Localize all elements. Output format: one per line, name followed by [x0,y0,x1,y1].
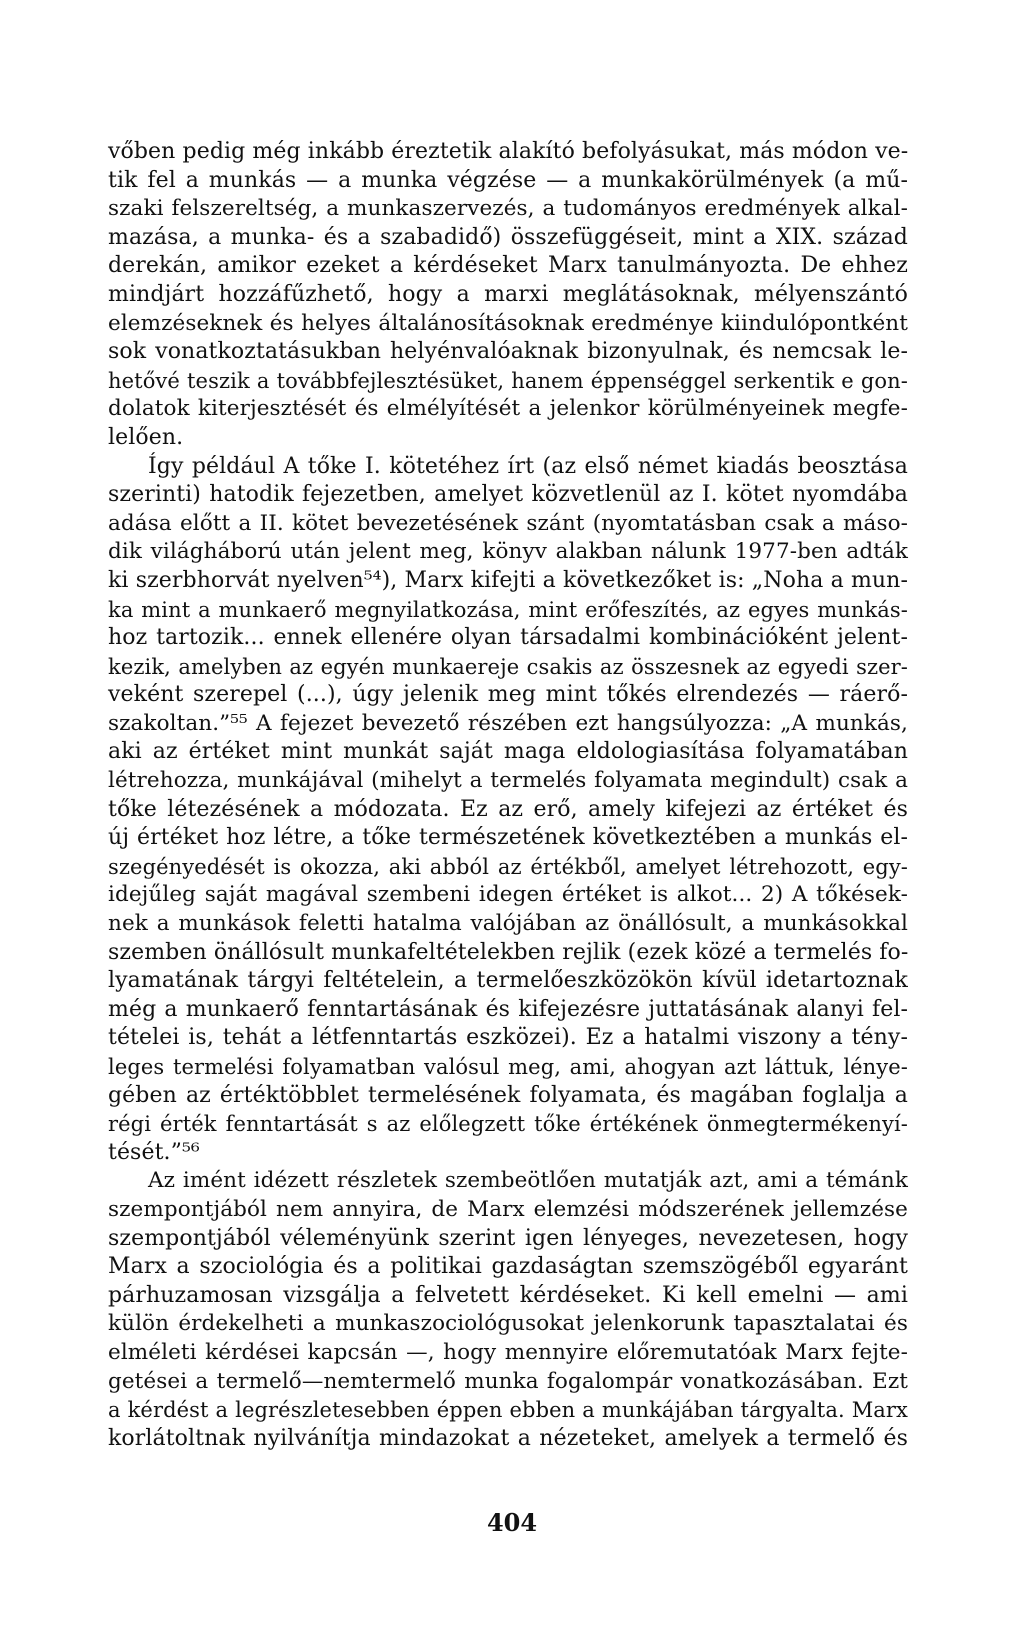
text-line: dolatok kiterjesztését és elmélyítését a jelenkor körülményeinek megfe- [108,396,908,422]
text-line: szerinti) hatodik fejezetben, amelyet közvetlenül az I. kötet nyomdába [108,482,908,508]
text-line: idejűleg saját magával szembeni idegen értéket is alkot... 2) A tőkések- [108,882,908,908]
text-line: korlátoltnak nyilvánítja mindazokat a nézeteket, amelyek a termelő és [108,1425,908,1451]
text-line: lyamatának tárgyi feltételein, a termelőeszközökön kívül idetartoznak [108,968,908,994]
text-line: szempontjából nem annyira, de Marx elemzési módszerének jellemzése [108,1196,908,1222]
text-line: Marx a szociológia és a politikai gazdaságtan szemszögéből egyaránt [108,1254,908,1280]
text-line: ka mint a munkaerő megnyilatkozása, mint erőfeszítés, az egyes munkás- [108,597,908,622]
text-line: tik fel a munkás — a munka végzése — a munkakörülmények (a mű- [108,167,908,193]
text-line: dik világháború után jelent meg, könyv alakban nálunk 1977-ben adták [108,539,908,565]
text-line: tőke létezésének a módozata. Ez az erő, amely kifejezi az értéket és [108,796,908,822]
text-line: adása előtt a II. kötet bevezetésének szánt (nyomtatásban csak a máso- [108,510,908,536]
text-line: tését.”⁵⁶ [108,1139,200,1165]
text-line: a kérdést a legrészletesebben éppen ebben a munkájában tárgyalta. Marx [108,1398,908,1423]
text-line: getései a termelő—nemtermelő munka fogalompár vonatkozásában. Ezt [108,1368,908,1394]
text-line: veként szerepel (...), úgy jelenik meg mint tőkés elrendezés — ráerő- [108,682,908,708]
text-line: hetővé teszik a továbbfejlesztésüket, hanem éppenséggel serkentik e gon- [108,368,908,393]
text-line: tételei is, tehát a létfenntartás eszközei). Ez a hatalmi viszony a tény- [108,1025,908,1051]
text-line: vőben pedig még inkább éreztetik alakító befolyásukat, más módon ve- [108,139,909,164]
text-line: létrehozza, munkájával (mihelyt a termelés folyamata megindult) csak a [108,768,908,794]
body-text [108,138,908,1453]
text-line: mindjárt hozzáfűzhető, hogy a marxi meglátásoknak, mélyenszántó [108,281,908,307]
text-line: ki szerbhorvát nyelven⁵⁴), Marx kifejti a következőket is: „Noha a mun- [108,567,908,593]
page-number: 404 [486,1508,538,1537]
text-line: kezik, amelyben az egyén munkaereje csakis az összesnek az egyedi szer- [108,654,908,679]
text-line: Így például A tőke I. kötetéhez írt (az első német kiadás beosztása [148,453,908,479]
text-line: szakoltan.”⁵⁵ A fejezet bevezető részében ezt hangsúlyozza: „A munkás, [108,710,908,736]
text-line: szempontjából véleményünk szerint igen lényeges, nevezetesen, hogy [108,1225,908,1251]
text-line: sok vonatkoztatásukban helyénvalóaknak bizonyulnak, és nemcsak le- [108,339,908,365]
text-line: elméleti kérdései kapcsán —, hogy mennyire előremutatóak Marx fejte- [108,1339,908,1365]
text-line: Az imént idézett részletek szembeötlően mutatják azt, ami a témánk [148,1168,908,1194]
text-line: külön érdekelheti a munkaszociológusokat jelenkorunk tapasztalatai és [108,1311,908,1337]
text-line: mazása, a munka- és a szabadidő) összefüggéseit, mint a XIX. század [108,224,908,250]
text-line: aki az értéket mint munkát saját maga eldologiasítása folyamatában [108,739,908,765]
text-line: szemben önállósult munkafeltételekben rejlik (ezek közé a termelés fo- [108,939,909,965]
text-line: hoz tartozik... ennek ellenére olyan társadalmi kombinációként jelent- [108,625,908,651]
text-line: leges termelési folyamatban valósul meg, ami, ahogyan azt láttuk, lénye- [108,1055,908,1079]
text-line: szaki felszereltség, a munkaszervezés, a tudományos eredmények alkal- [108,196,908,222]
text-line: párhuzamosan vizsgálja a felvetett kérdéseket. Ki kell emelni — ami [108,1282,908,1308]
text-line: nek a munkások feletti hatalma valójában az önállósult, a munkásokkal [108,911,908,937]
text-line: szegényedését is okozza, aki abból az értékből, amelyet létrehozott, egy- [108,854,908,879]
text-line: lelően. [108,424,184,450]
text-line: gében az értéktöbblet termelésének folyamata, és magában foglalja a [108,1082,908,1108]
text-line: új értéket hoz létre, a tőke természetének következtében a munkás el- [108,825,908,851]
text-line: elemzéseknek és helyes általánosításoknak eredménye kiindulópontként [108,310,908,336]
text-line: régi érték fenntartását s az előlegzett tőke értékének önmegtermékenyí- [108,1112,908,1137]
text-line: derekán, amikor ezeket a kérdéseket Marx tanulmányozta. De ehhez [108,253,908,279]
text-line: még a munkaerő fenntartásának és kifejezésre juttatásának alanyi fel- [108,996,908,1022]
